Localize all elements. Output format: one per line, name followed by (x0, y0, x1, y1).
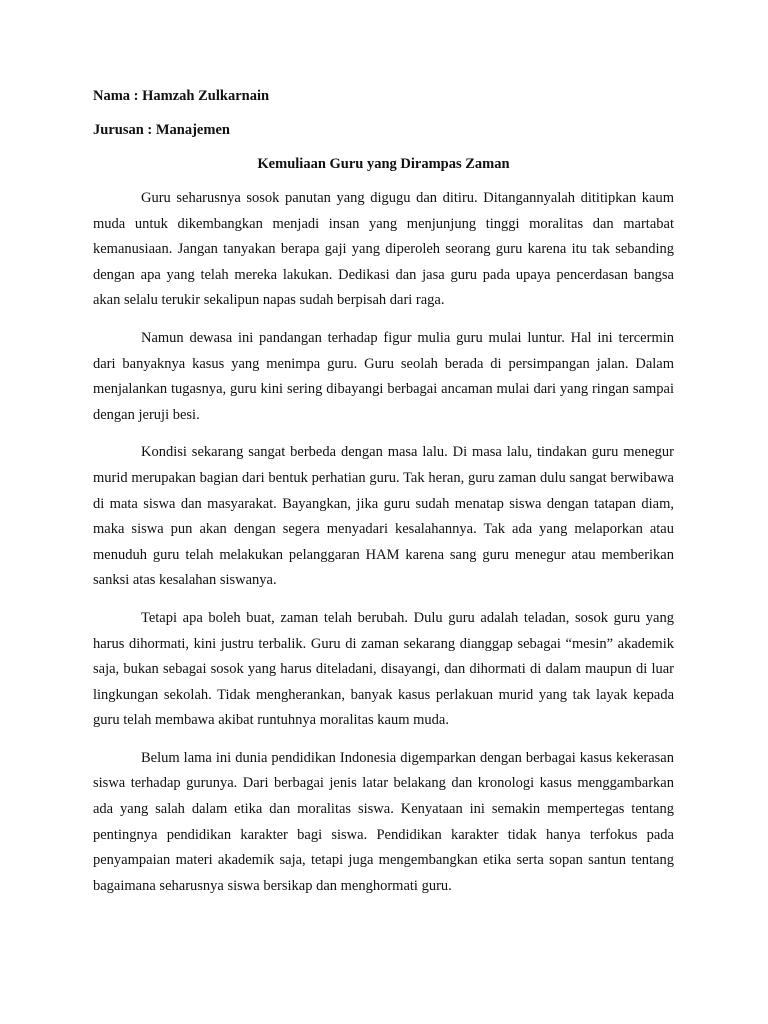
paragraph: Guru seharusnya sosok panutan yang digugu dan ditiru. Ditangannyalah dititipkan kaum muda untuk dikembangkan menjadi insan yang menjunjung tinggi moralitas dan martabat kemanusiaan. Jangan tanyakan berapa gaji yang diperoleh seorang guru karena itu tak sebanding dengan apa yang telah mereka lakukan. Dedikasi dan jasa guru pada upaya pencerdasan bangsa akan selalu terukir sekalipun napas sudah berpisah dari raga. (93, 190, 674, 309)
author-name: Nama : Hamzah Zulkarnain (93, 88, 270, 104)
document-body (93, 86, 674, 911)
paragraph: Namun dewasa ini pandangan terhadap figur mulia guru mulai luntur. Hal ini tercermin dari banyaknya kasus yang menimpa guru. Guru seolah berada di persimpangan jalan. Dalam menjalankan tugasnya, guru kini sering dibayangi berbagai ancaman mulai dari yang ringan sampai dengan jeruji besi. (93, 329, 674, 423)
author-major: Jurusan : Manajemen (93, 122, 230, 138)
paragraph: Kondisi sekarang sangat berbeda dengan masa lalu. Di masa lalu, tindakan guru menegur murid merupakan bagian dari bentuk perhatian guru. Tak heran, guru zaman dulu sangat berwibawa di mata siswa dan masyarakat. Bayangkan, jika guru sudah menatap siswa dengan tatapan diam, maka siswa pun akan dengan segera menyadari kesalahannya. Tak ada yang melaporkan atau menuduh guru telah melakukan pelanggaran HAM karena sang guru menegur atau memberikan sanksi atas kesalahan siswanya. (93, 444, 674, 589)
paragraph: Tetapi apa boleh buat, zaman telah berubah. Dulu guru adalah teladan, sosok guru yang harus dihormati, kini justru terbalik. Guru di zaman sekarang dianggap sebagai “mesin” akademik saja, bukan sebagai sosok yang harus diteladani, disayangi, dan dihormati di dalam maupun di luar lingkungan sekolah. Tidak mengherankan, banyak kasus perlakuan murid yang tak layak kepada guru telah membawa akibat runtuhnya moralitas kaum muda. (93, 609, 674, 729)
document-title: Kemuliaan Guru yang Dirampas Zaman (257, 156, 510, 172)
paragraph: Belum lama ini dunia pendidikan Indonesia digemparkan dengan berbagai kasus kekerasan siswa terhadap gurunya. Dari berbagai jenis latar belakang dan kronologi kasus menggambarkan ada yang salah dalam etika dan moralitas siswa. Kenyataan ini semakin mempertegas tentang pentingnya pendidikan karakter bagi siswa. Pendidikan karakter tidak hanya terfokus pada penyampaian materi akademik saja, tetapi juga mengembangkan etika serta sopan santun tentang bagaimana seharusnya siswa bersikap dan menghormati guru. (93, 749, 674, 894)
